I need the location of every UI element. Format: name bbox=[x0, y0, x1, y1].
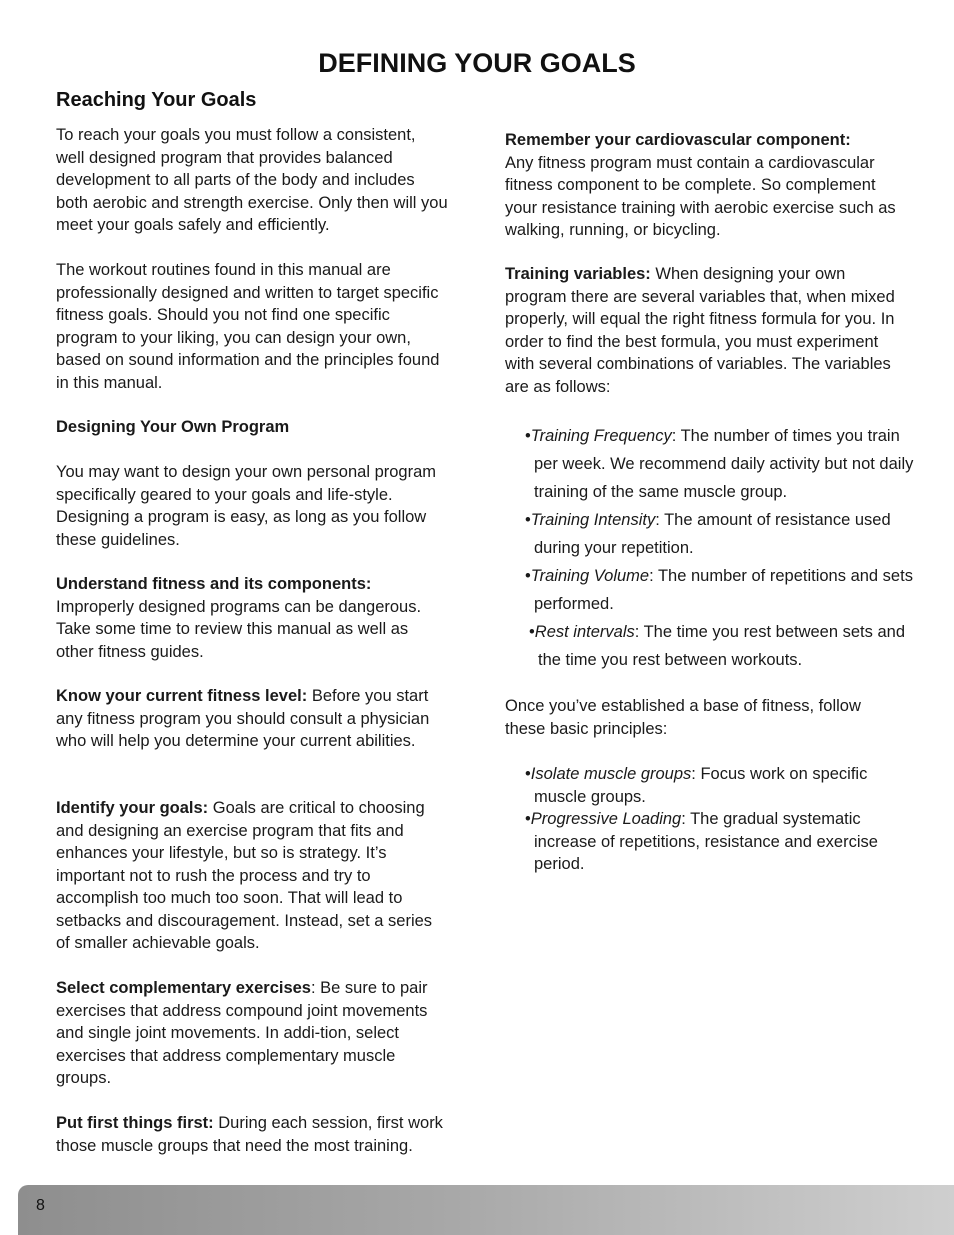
intro-paragraph: To reach your goals you must follow a consistent, well designed program that provides balanced development to all parts of the body and includes both aerobic and strength exercise. Only then will you meet your goals safely and efficiently. bbox=[56, 126, 448, 234]
item-cardio bbox=[505, 129, 905, 242]
item-complementary-exercises bbox=[56, 977, 448, 1090]
item-text: Goals are critical to choosing and designing an exercise program that fits and enhances your lifestyle, but so is strategy. It’s important not to rush the process and try to accomplish too much too soon. That will lead to setbacks and discouragement. Instead, set a series of smaller achievable goals. bbox=[56, 799, 433, 952]
page-title: DEFINING YOUR GOALS bbox=[318, 48, 636, 78]
item-identify-goals bbox=[56, 797, 448, 955]
item-training-variables bbox=[505, 263, 905, 398]
page-number: 8 bbox=[36, 1197, 45, 1214]
bullet-training-frequency: •Training Frequency: The number of times you train per week. We recommend daily activity but not daily training of the same muscle group. bbox=[525, 427, 914, 501]
guidelines-paragraph: You may want to design your own personal program specifically geared to your goals and life-style. Designing a program is easy, as long as you follow these guidelines. bbox=[56, 463, 437, 549]
item-text: Before you start any fitness program you should consult a physician who will help you determine your current abilities. bbox=[56, 687, 430, 750]
item-text: : Be sure to pair exercises that address compound joint movements and single joint movements. In addi-tion, select exercises that address complementary muscle groups. bbox=[56, 979, 428, 1087]
section-heading: Reaching Your Goals bbox=[56, 89, 257, 111]
designing-heading: Designing Your Own Program bbox=[56, 418, 290, 436]
item-text: When designing your own program there are several variables that, when mixed properly, will equal the right fitness formula for you. In order to find the best formula, you must experiment with several combinations of variables. The variables are as follows: bbox=[505, 265, 895, 396]
item-text: During each session, first work those muscle groups that need the most training. bbox=[56, 1114, 443, 1155]
routines-paragraph: The workout routines found in this manual are professionally designed and written to target specific fitness goals. Should you not find one specific program to your liking, you can design your own, based on sound information and the principles found in this manual. bbox=[56, 261, 440, 392]
item-label: Understand fitness and its components: bbox=[56, 575, 372, 593]
item-label: Identify your goals: bbox=[56, 799, 209, 817]
item-understand-fitness bbox=[56, 573, 448, 663]
footer-bar bbox=[18, 1185, 954, 1235]
item-fitness-level bbox=[56, 685, 448, 753]
principles-intro: Once you’ve established a base of fitness, follow these basic principles: bbox=[505, 697, 861, 738]
item-first-things bbox=[56, 1112, 448, 1157]
bullet-progressive-loading: •Progressive Loading: The gradual systematic increase of repetitions, resistance and exercise period. bbox=[525, 810, 878, 873]
bullet-isolate-muscle-groups: •Isolate muscle groups: Focus work on specific muscle groups. bbox=[525, 765, 868, 806]
item-label: Know your current fitness level: bbox=[56, 687, 308, 705]
item-label: Remember your cardiovascular component: bbox=[505, 131, 851, 149]
bullet-training-volume: •Training Volume: The number of repetitions and sets performed. bbox=[525, 567, 913, 613]
item-label: Put first things first: bbox=[56, 1114, 214, 1132]
item-label: Training variables: bbox=[505, 265, 651, 283]
item-label: Select complementary exercises bbox=[56, 979, 311, 997]
bullet-training-intensity: •Training Intensity: The amount of resistance used during your repetition. bbox=[525, 511, 891, 557]
item-text: Improperly designed programs can be dangerous. Take some time to review this manual as well as other fitness guides. bbox=[56, 597, 422, 661]
item-text: Any fitness program must contain a cardiovascular fitness component to be complete. So complement your resistance training with aerobic exercise such as walking, running, or bicycling. bbox=[505, 153, 896, 239]
bullet-rest-intervals: •Rest intervals: The time you rest between sets and the time you rest between workouts. bbox=[529, 623, 905, 669]
